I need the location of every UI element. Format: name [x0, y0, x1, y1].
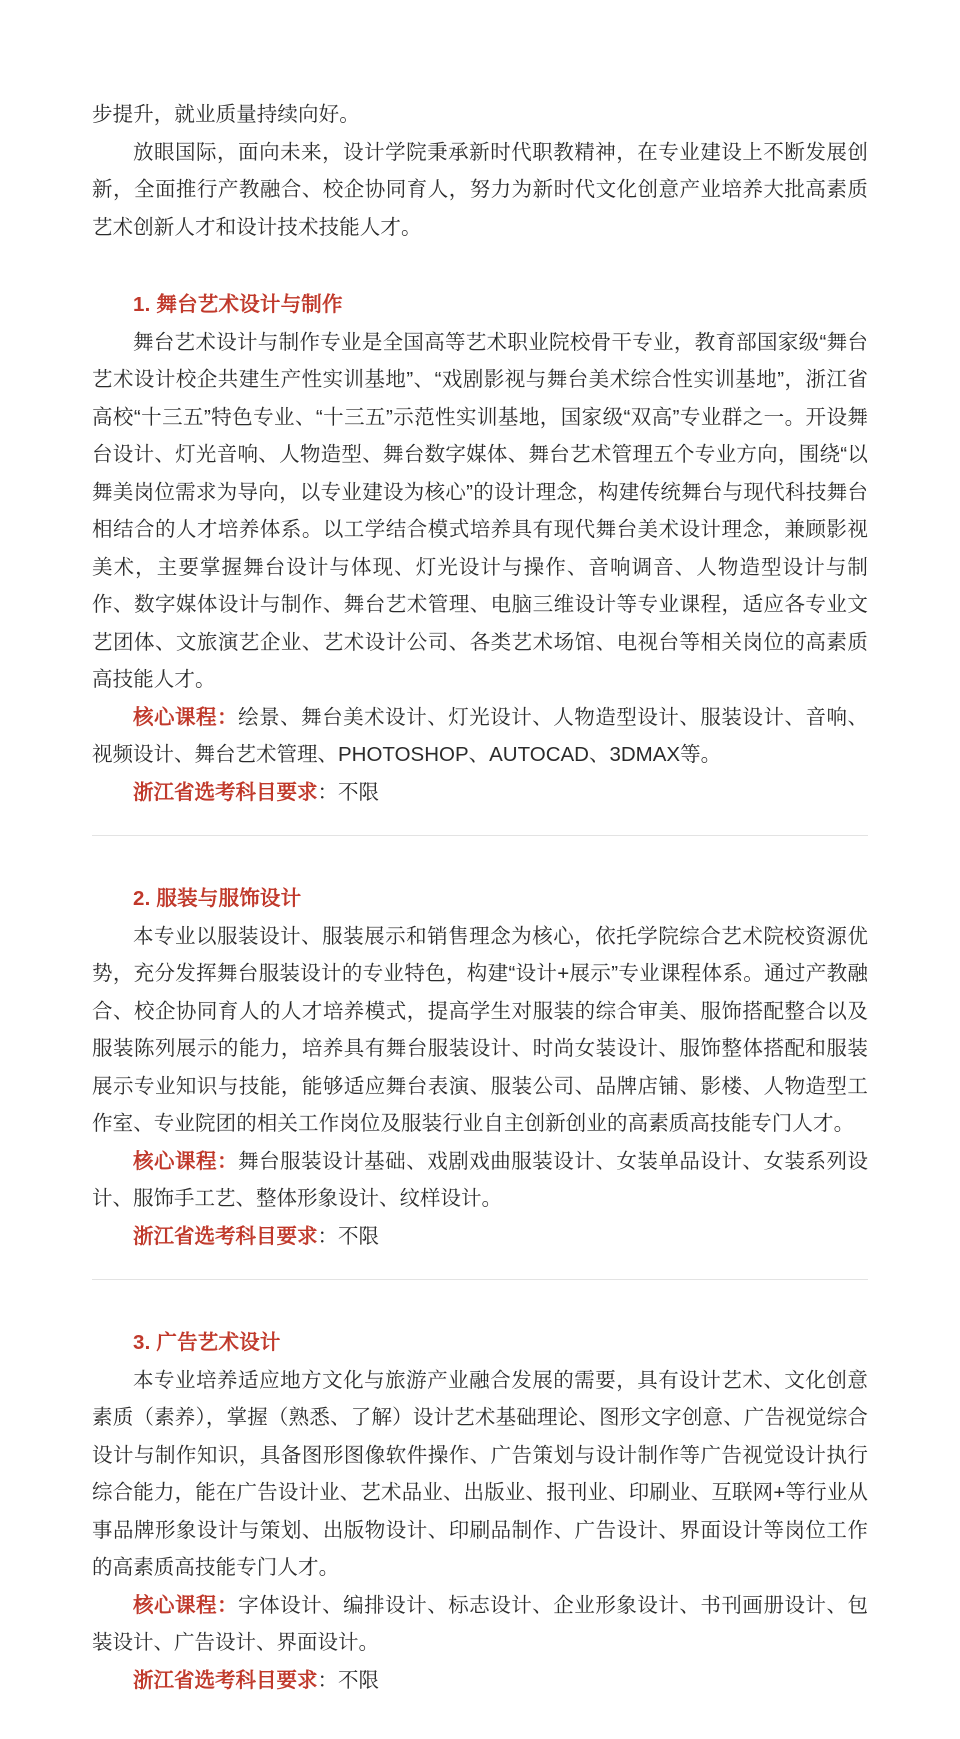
core-courses-label-1: 核心课程 [133, 705, 218, 729]
section-gap-2 [92, 1280, 868, 1324]
subject-requirement-colon-1: ： [317, 780, 338, 804]
core-courses-colon-3: ： [217, 1593, 239, 1617]
core-courses-colon-1: ： [217, 705, 239, 729]
subject-requirement-line-3 [92, 1662, 868, 1700]
subject-requirement-colon-3: ： [317, 1668, 338, 1692]
subject-requirement-line-2 [92, 1218, 868, 1256]
intro-paragraph: 放眼国际，面向未来，设计学院秉承新时代职教精神，在专业建设上不断发展创新，全面推行产教融合、校企协同育人，努力为新时代文化创意产业培养大批高素质艺术创新人才和设计技术技能人才。 [92, 140, 868, 239]
subject-requirement-label-1: 浙江省选考科目要求 [133, 780, 318, 804]
section-advertising-design [92, 1324, 868, 1699]
section-heading-2: 2. 服装与服饰设计 [133, 887, 302, 910]
subject-requirement-label-3: 浙江省选考科目要求 [133, 1668, 318, 1692]
intro-block [92, 96, 868, 246]
section-stage-art-design [92, 286, 868, 811]
core-courses-line-2 [92, 1143, 868, 1218]
section-body-1: 舞台艺术设计与制作专业是全国高等艺术职业院校骨干专业，教育部国家级“舞台艺术设计校企共建生产性实训基地”、“戏剧影视与舞台美术综合性实训基地”，浙江省高校“十三五”特色专业、“十三五”示范性实训基地，国家级“双高”专业群之一。开设舞台设计、灯光音响、人物造型、舞台数字媒体、舞台艺术管理五个专业方向，围绕“以舞美岗位需求为导向，以专业建设为核心”的设计理念，构建传统舞台与现代科技舞台相结合的人才培养体系。以工学结合模式培养具有现代舞台美术设计理念，兼顾影视美术，主要掌握舞台设计与体现、灯光设计与操作、音响调音、人物造型设计与制作、数字媒体设计与制作、舞台艺术管理、电脑三维设计等专业课程，适应各专业文艺团体、文旅演艺企业、艺术设计公司、各类艺术场馆、电视台等相关岗位的高素质高技能人才。 [92, 330, 868, 691]
section-heading-3: 3. 广告艺术设计 [133, 1331, 281, 1354]
core-courses-value-3: 字体设计、编排设计、标志设计、企业形象设计、书刊画册设计、包装设计、广告设计、界面设计。 [92, 1593, 869, 1654]
core-courses-label-3: 核心课程 [133, 1593, 218, 1617]
section-body-2: 本专业以服装设计、服装展示和销售理念为核心，依托学院综合艺术院校资源优势，充分发挥舞台服装设计的专业特色，构建“设计+展示”专业课程体系。通过产教融合、校企协同育人的人才培养模式，提高学生对服装的综合审美、服饰搭配整合以及服装陈列展示的能力，培养具有舞台服装设计、时尚女装设计、服饰整体搭配和服装展示专业知识与技能，能够适应舞台表演、服装公司、品牌店铺、影楼、人物造型工作室、专业院团的相关工作岗位及服装行业自主创新创业的高素质高技能专门人才。 [92, 924, 868, 1135]
subject-requirement-value-2: 不限 [338, 1224, 379, 1248]
intro-spacer [92, 246, 868, 286]
section-fashion-design [92, 880, 868, 1255]
core-courses-value-1: 绘景、舞台美术设计、灯光设计、人物造型设计、服装设计、音响、视频设计、舞台艺术管理、PHOTOSHOP、AUTOCAD、3DMAX等。 [92, 705, 869, 766]
subject-requirement-value-1: 不限 [338, 780, 379, 804]
intro-continuation-line: 步提升，就业质量持续向好。 [92, 103, 360, 126]
subject-requirement-colon-2: ： [317, 1224, 338, 1248]
subject-requirement-value-3: 不限 [338, 1668, 379, 1692]
core-courses-line-1 [92, 699, 868, 774]
core-courses-colon-2: ： [217, 1149, 239, 1173]
section-heading-1: 1. 舞台艺术设计与制作 [133, 293, 343, 316]
subject-requirement-line-1 [92, 774, 868, 812]
section-body-3: 本专业培养适应地方文化与旅游产业融合发展的需要，具有设计艺术、文化创意素质（素养），掌握（熟悉、了解）设计艺术基础理论、图形文字创意、广告视觉综合设计与制作知识，具备图形图像软件操作、广告策划与设计制作等广告视觉设计执行综合能力，能在广告设计业、艺术品业、出版业、报刊业、印刷业、互联网+等行业从事品牌形象设计与策划、出版物设计、印刷品制作、广告设计、界面设计等岗位工作的高素质高技能专门人才。 [92, 1368, 868, 1579]
core-courses-line-3 [92, 1587, 868, 1662]
core-courses-label-2: 核心课程 [133, 1149, 218, 1173]
core-courses-value-2: 舞台服装设计基础、戏剧戏曲服装设计、女装单品设计、女装系列设计、服饰手工艺、整体形象设计、纹样设计。 [92, 1149, 869, 1210]
subject-requirement-label-2: 浙江省选考科目要求 [133, 1224, 318, 1248]
section-gap-1 [92, 836, 868, 880]
